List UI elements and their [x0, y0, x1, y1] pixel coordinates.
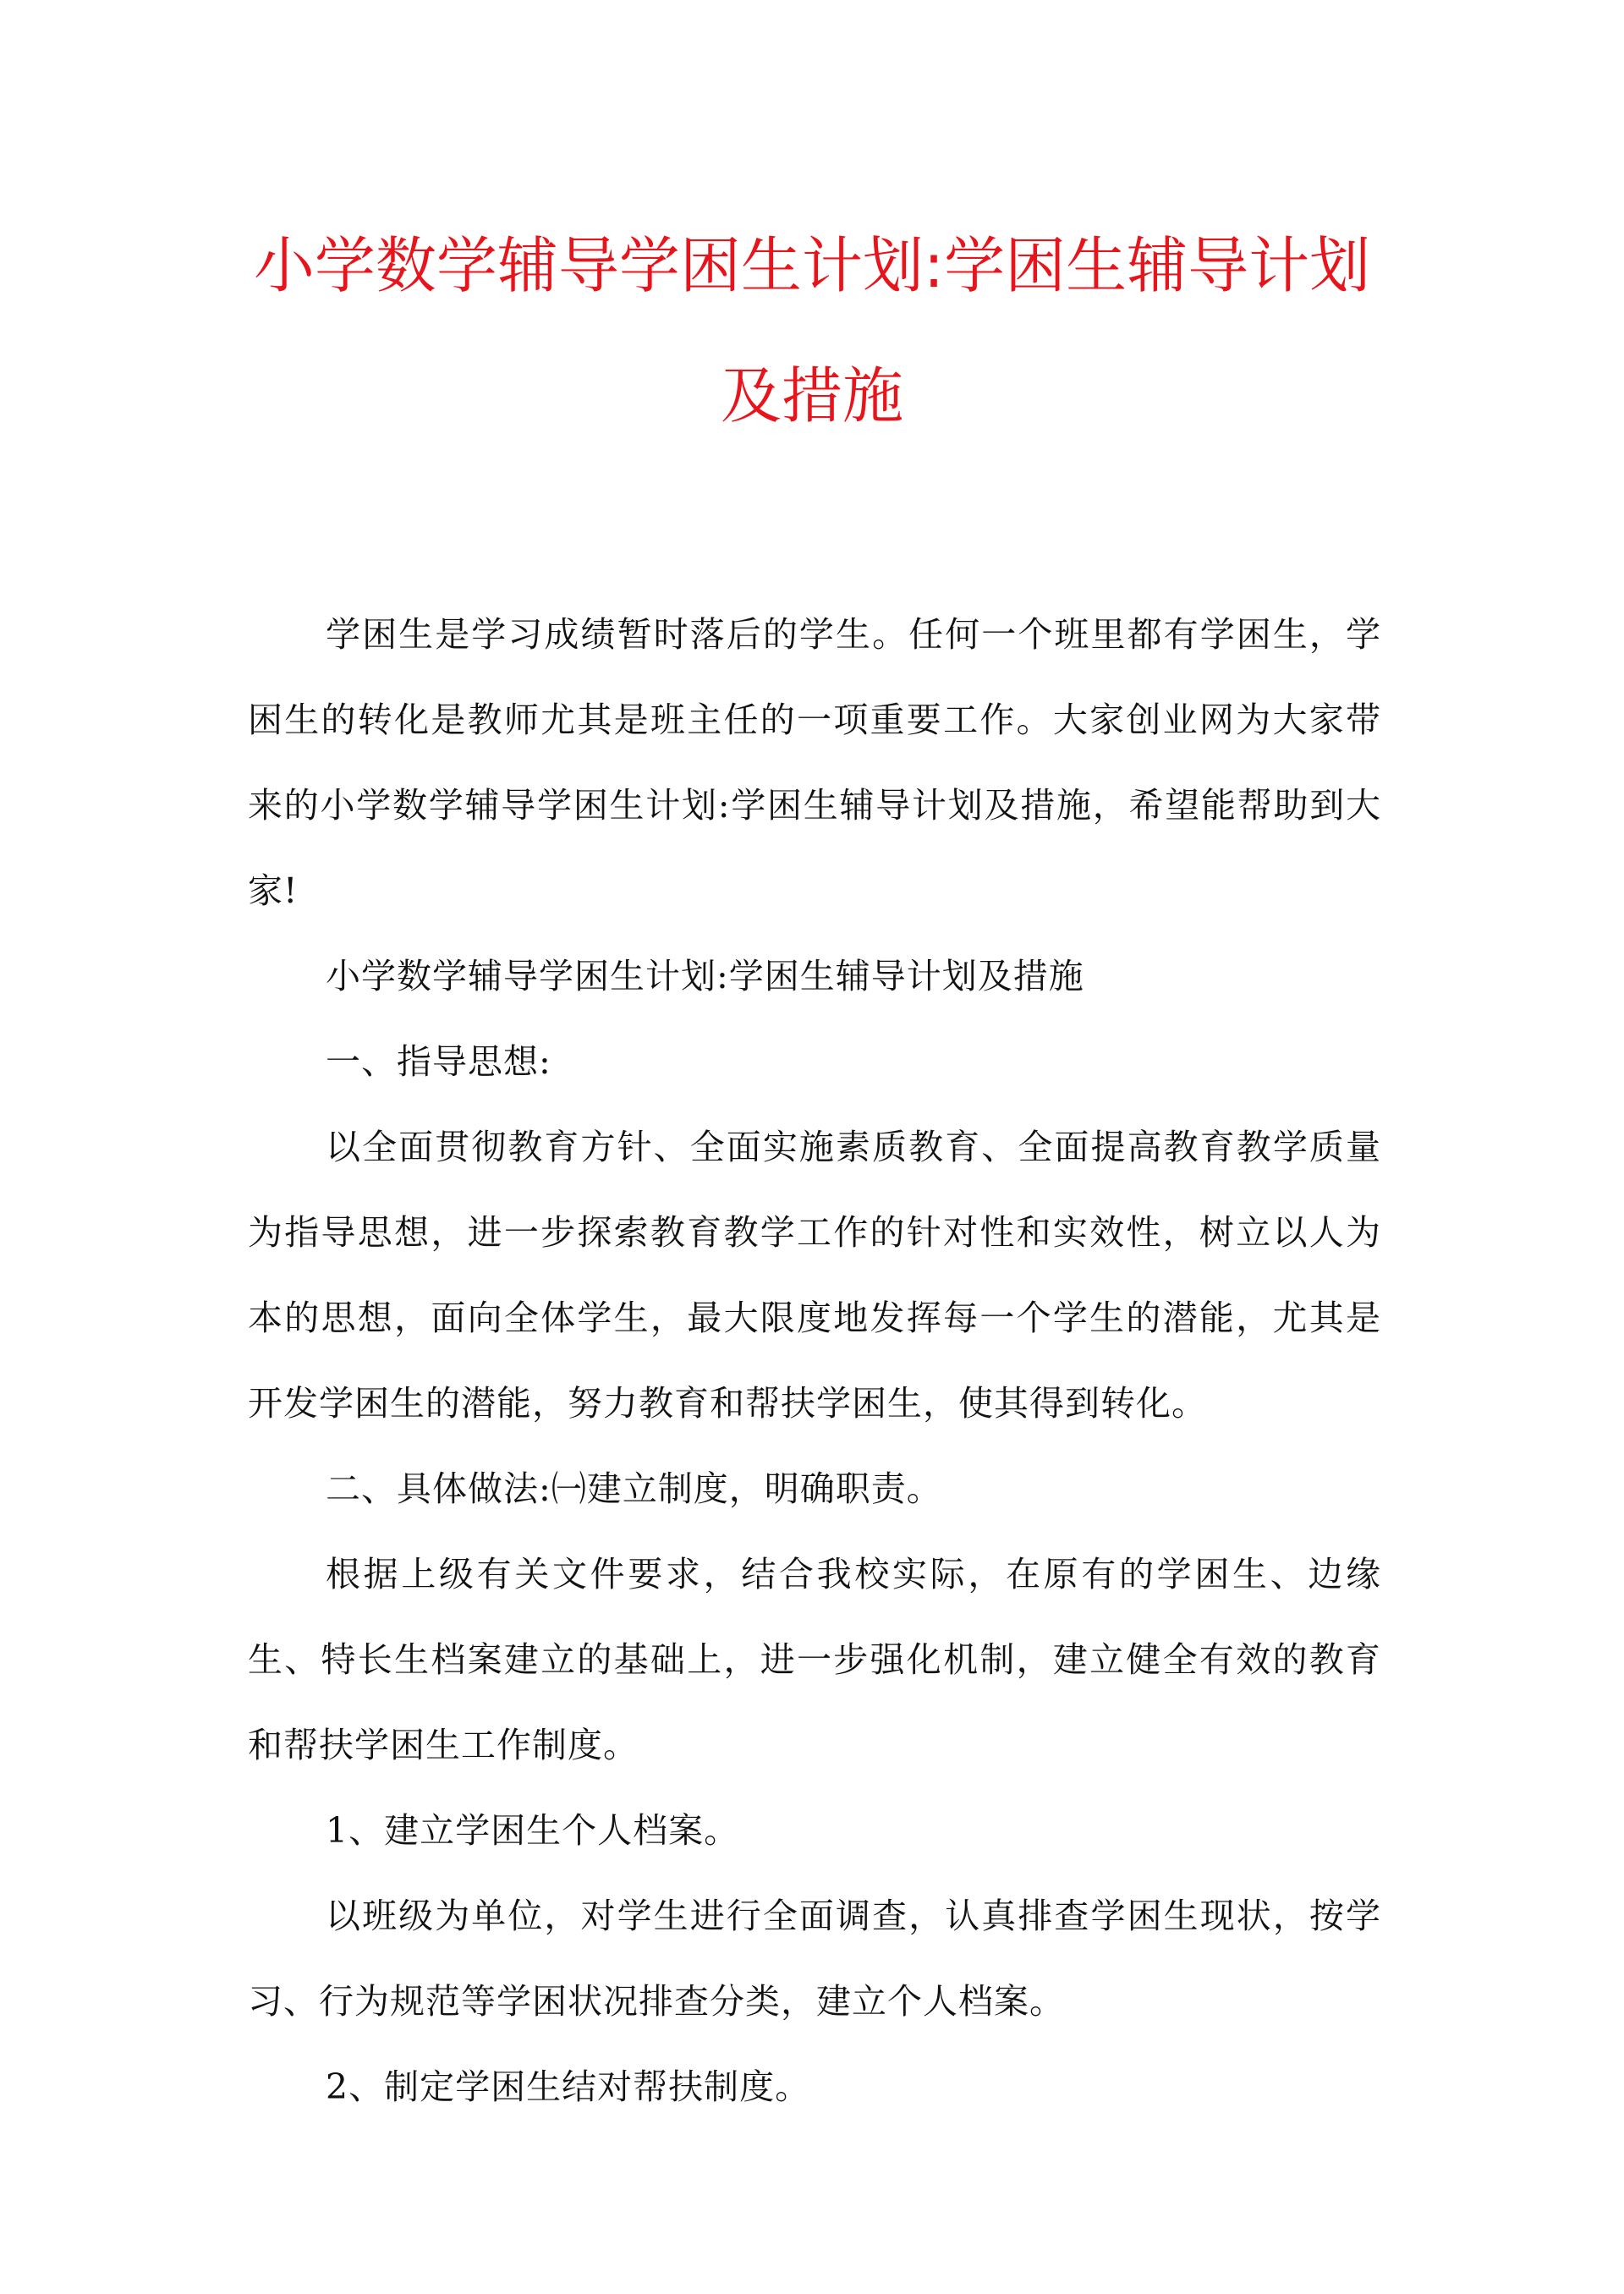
system-paragraph: 根据上级有关文件要求，结合我校实际，在原有的学困生、边缘生、特长生档案建立的基础上，进一步强化机制，建立健全有效的教育和帮扶学困生工作制度。: [248, 1554, 1381, 1765]
section-heading-guiding-thought: 一、指导思想:: [326, 1041, 551, 1082]
item-1-paragraph: 以班级为单位，对学生进行全面调查，认真排查学困生现状，按学习、行为规范等学困状况排查分类，建立个人档案。: [248, 1896, 1381, 2022]
intro-paragraph: 学困生是学习成绩暂时落后的学生。任何一个班里都有学困生，学困生的转化是教师尤其是班主任的一项重要工作。大家创业网为大家带来的小学数学辅导学困生计划:学困生辅导计划及措施，希望能帮助到大家!: [248, 614, 1381, 911]
section-heading-specific-methods: 二、具体做法:㈠建立制度，明确职责。: [326, 1468, 942, 1509]
item-2-heading: 2、制定学困生结对帮扶制度。: [326, 2066, 811, 2107]
subtitle-paragraph: 小学数学辅导学困生计划:学困生辅导计划及措施: [326, 956, 1084, 996]
document-title-line-1: 小学数学辅导学困生计划:学困生辅导计划: [253, 230, 1371, 301]
document-title-line-2: 及措施: [720, 360, 903, 431]
item-1-heading: 1、建立学困生个人档案。: [326, 1810, 740, 1851]
guiding-thought-paragraph: 以全面贯彻教育方针、全面实施素质教育、全面提高教育教学质量为指导思想，进一步探索教育教学工作的针对性和实效性，树立以人为本的思想，面向全体学生，最大限度地发挥每一个学生的潜能，尤其是开发学困生的潜能，努力教育和帮扶学困生，使其得到转化。: [248, 1127, 1381, 1424]
document-body: [248, 592, 1381, 2130]
